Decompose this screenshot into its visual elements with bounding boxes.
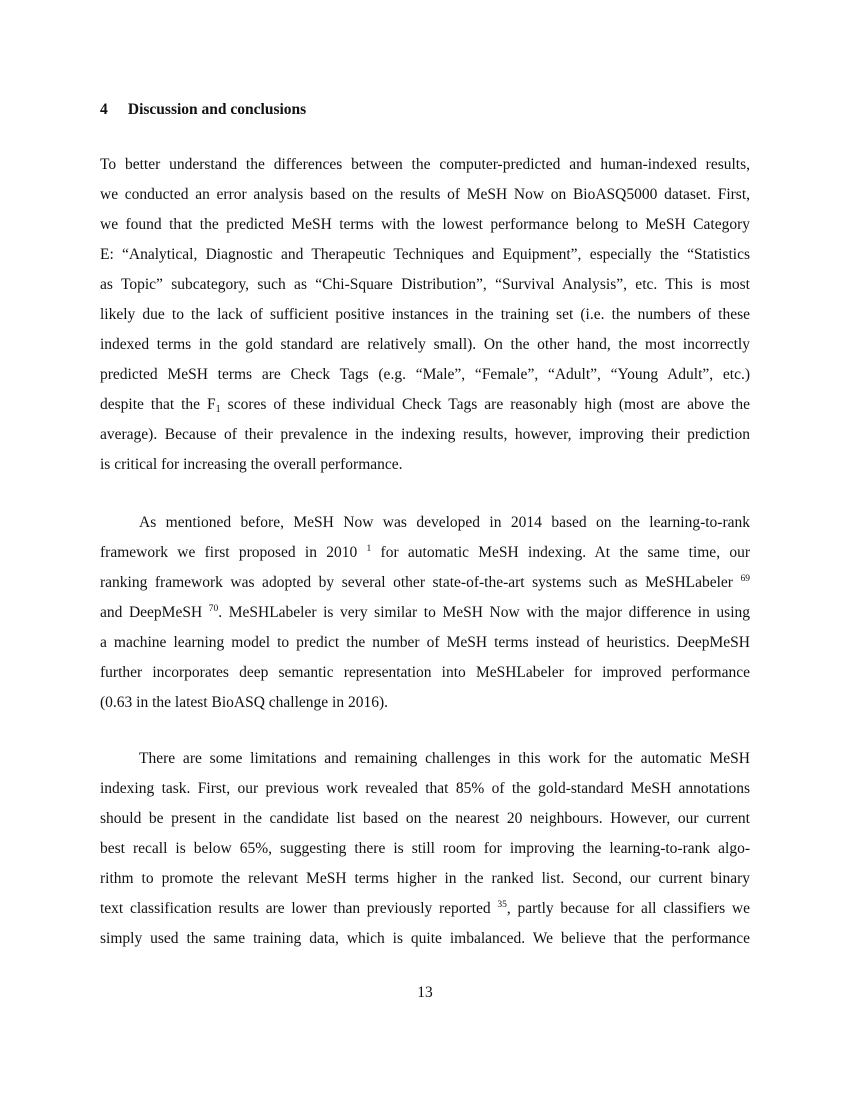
- text-line: [100, 568, 750, 598]
- text-line: [100, 390, 750, 420]
- text-line: [100, 598, 750, 628]
- text-line: is critical for increasing the overall performance.: [100, 456, 403, 473]
- text-segment: despite that the F: [100, 396, 216, 413]
- text-segment: for automatic MeSH indexing. At the same time, our: [371, 544, 750, 561]
- text-segment: . MeSHLabeler is very similar to MeSH Now with the major difference in using: [218, 604, 750, 621]
- text-line: should be present in the candidate list based on the nearest 20 neighbours. However, our current: [100, 810, 750, 827]
- text-line: As mentioned before, MeSH Now was developed in 2014 based on the learning-to-rank: [139, 514, 750, 531]
- text-line: likely due to the lack of sufficient positive instances in the training set (i.e. the numbers of these: [100, 306, 750, 323]
- text-line: (0.63 in the latest BioASQ challenge in 2016).: [100, 694, 388, 711]
- section-number: 4: [100, 101, 108, 118]
- citation-ref[interactable]: 1: [366, 544, 372, 554]
- text-line: as Topic” subcategory, such as “Chi-Square Distribution”, “Survival Analysis”, etc. This is most: [100, 276, 750, 293]
- text-line: indexing task. First, our previous work revealed that 85% of the gold-standard MeSH annotations: [100, 780, 750, 797]
- text-segment: ranking framework was adopted by several other state-of-the-art systems such as MeSHLabeler: [100, 574, 741, 591]
- page-number: 13: [417, 984, 433, 1001]
- citation-ref[interactable]: 70: [208, 604, 219, 614]
- paragraph-error-analysis: [100, 150, 750, 480]
- text-line: To better understand the differences between the computer-predicted and human-indexed results,: [100, 156, 750, 173]
- text-line: indexed terms in the gold standard are relatively small). On the other hand, the most incorrectly: [100, 336, 750, 353]
- text-line: we conducted an error analysis based on the results of MeSH Now on BioASQ5000 dataset. First,: [100, 186, 750, 203]
- text-line: [100, 538, 750, 568]
- text-line: [100, 894, 750, 924]
- citation-ref[interactable]: 69: [740, 574, 750, 584]
- text-line: There are some limitations and remaining challenges in this work for the automatic MeSH: [139, 750, 750, 767]
- text-line: best recall is below 65%, suggesting there is still room for improving the learning-to-rank algo-: [100, 840, 750, 857]
- text-line: E: “Analytical, Diagnostic and Therapeutic Techniques and Equipment”, especially the “Statistics: [100, 246, 750, 263]
- citation-ref[interactable]: 35: [497, 900, 507, 910]
- subscript: 1: [215, 404, 221, 415]
- text-segment: framework we first proposed in 2010: [100, 544, 367, 561]
- text-line: average). Because of their prevalence in the indexing results, however, improving their prediction: [100, 426, 750, 443]
- text-line: simply used the same training data, which is quite imbalanced. We believe that the performance: [100, 930, 750, 947]
- text-line: predicted MeSH terms are Check Tags (e.g. “Male”, “Female”, “Adult”, “Young Adult”, etc.): [100, 366, 750, 383]
- text-segment: and DeepMeSH: [100, 604, 209, 621]
- text-line: rithm to promote the relevant MeSH terms higher in the ranked list. Second, our current binary: [100, 870, 750, 887]
- text-segment: text classification results are lower than previously reported: [100, 900, 498, 917]
- paragraph-limitations: [100, 744, 750, 954]
- paragraph-meshnow-history: [100, 508, 750, 718]
- text-line: a machine learning model to predict the number of MeSH terms instead of heuristics. DeepMeSH: [100, 634, 750, 651]
- section-title: Discussion and conclusions: [127, 101, 307, 118]
- text-segment: scores of these individual Check Tags are reasonably high (most are above the: [220, 396, 750, 413]
- text-line: further incorporates deep semantic representation into MeSHLabeler for improved performance: [100, 664, 750, 681]
- text-segment: , partly because for all classifiers we: [506, 900, 750, 917]
- section-heading: [100, 101, 306, 119]
- text-line: we found that the predicted MeSH terms with the lowest performance belong to MeSH Category: [100, 216, 750, 233]
